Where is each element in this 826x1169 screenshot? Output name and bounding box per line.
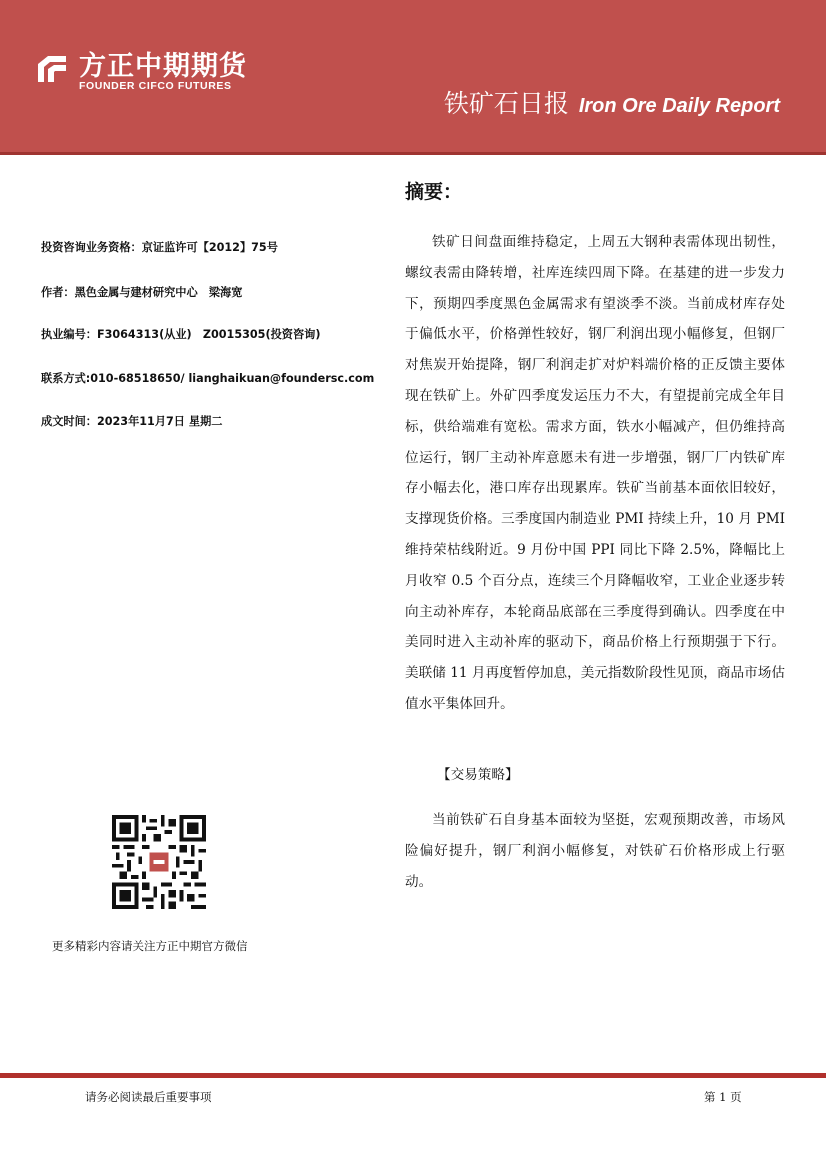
contact-line: 联系方式:010-68518650/ lianghaikuan@foundersc.com <box>41 372 375 385</box>
footer-divider <box>0 1073 826 1078</box>
strategy-paragraph: 当前铁矿石自身基本面较为坚挺，宏观预期改善，市场风险偏好提升，钢厂利润小幅修复，对铁矿石价格形成上行驱动。 <box>405 812 785 890</box>
report-title <box>444 84 780 120</box>
date-line: 成文时间：2023年11月7日 星期二 <box>41 415 223 428</box>
founder-logo-icon <box>34 52 70 88</box>
report-title-en: Iron Ore Daily Report <box>578 95 780 117</box>
company-name-cn: 方正中期期货 <box>79 51 247 82</box>
qr-caption: 更多精彩内容请关注方正中期官方微信 <box>52 939 248 953</box>
qualification-line: 投资咨询业务资格：京证监许可【2012】75号 <box>41 241 278 254</box>
author-line: 作者：黑色金属与建材研究中心 梁海宽 <box>41 286 243 299</box>
strategy-heading: 【交易策略】 <box>437 767 519 783</box>
wechat-qr-code <box>112 815 206 909</box>
abstract-paragraph: 铁矿日间盘面维持稳定，上周五大钢种表需体现出韧性，螺纹表需由降转增，社库连续四周下降。在基建的进一步发力下，预期四季度黑色金属需求有望淡季不淡。当前成材库存处于偏低水平，价格弹性较好，钢厂利润出现小幅修复，但钢厂对焦炭开始提降，钢厂利润走扩对炉料端价格的正反馈主要体现在铁矿上。外矿四季度发运压力不大，有望提前完成全年目标，供给端难有宽松。需求方面，铁水小幅减产，但仍维持高位运行，钢厂主动补库意愿未有进一步增强，钢厂厂内铁矿库存小幅去化，港口库存出现累库。铁矿当前基本面依旧较好，支撑现货价格。三季度国内制造业 PMI 持续上升，10 月 PMI 维持荣枯线附近。9 月份中国 PPI 同比下降 2.5%，降幅比上月收窄 0.5 个百分点，连续三个月降幅收窄，工业企业逐步转向主动补库存，本轮商品底部在三季度得到确认。四季度在中美同时进入主动补库的驱动下，商品价格上行预期强于下行。美联储 11 月再度暂停加息，美元指数阶段性见顶，商品市场估值水平集体回升。 <box>405 234 785 712</box>
header-divider <box>0 152 826 155</box>
report-title-cn: 铁矿石日报 <box>443 89 569 118</box>
report-header <box>0 0 826 152</box>
license-line: 执业编号：F3064313(从业) Z0015305(投资咨询) <box>41 328 321 341</box>
footer-notice: 请务必阅读最后重要事项 <box>85 1090 212 1104</box>
page-number: 第 1 页 <box>704 1090 742 1104</box>
abstract-heading: 摘要： <box>405 181 463 203</box>
company-name-en: FOUNDER CIFCO FUTURES <box>79 80 232 92</box>
